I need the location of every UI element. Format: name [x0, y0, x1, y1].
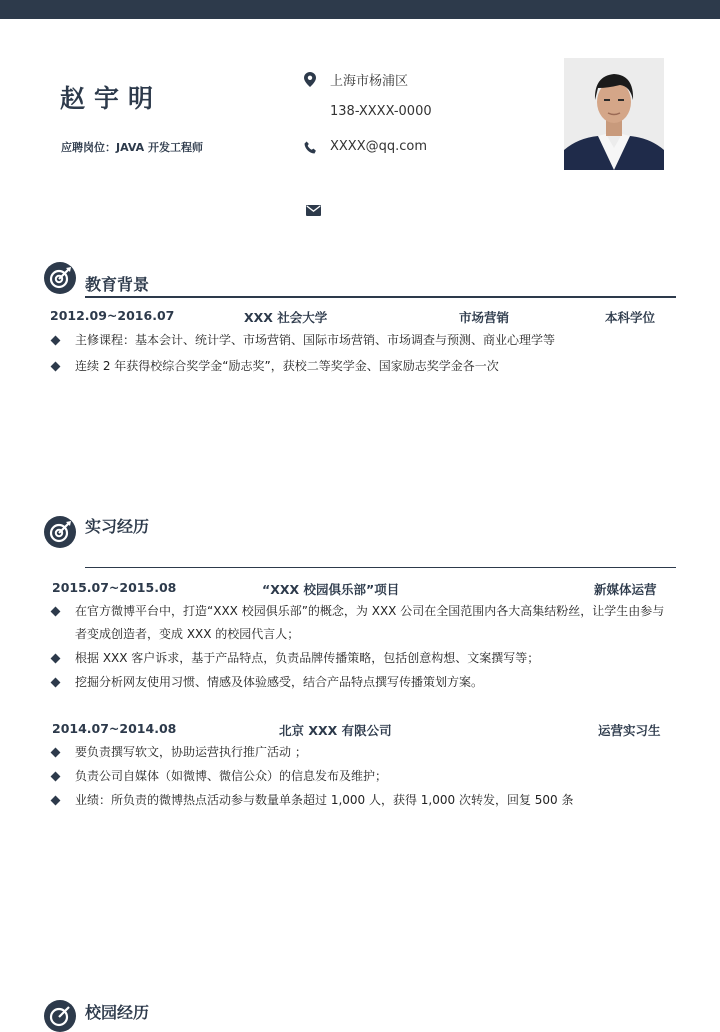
- education-rule: [85, 296, 676, 298]
- intern1-role: 新媒体运营: [594, 582, 657, 597]
- intern2-org: 北京 XXX 有限公司: [279, 723, 392, 738]
- location-icon: [304, 72, 316, 87]
- target-icon: [44, 1000, 76, 1032]
- email-text: XXXX@qq.com: [330, 139, 428, 154]
- list-item: 连续 2 年获得校综合奖学金“励志奖”，获校二等奖学金、国家励志奖学金各一次: [50, 355, 670, 378]
- list-item: 根据 XXX 客户诉求，基于产品特点，负责品牌传播策略，包括创意构想、文案撰写等；: [50, 647, 670, 670]
- list-item: 业绩：所负责的微博热点活动参与数量单条超过 1,000 人，获得 1,000 次转发，回复 500 条: [50, 789, 670, 812]
- list-item: 负责公司自媒体（如微博、微信公众）的信息发布及维护；: [50, 765, 670, 788]
- phone-text: 138-XXXX-0000: [330, 104, 432, 119]
- mail-icon: [306, 205, 321, 216]
- profile-photo: [564, 58, 664, 170]
- target-icon: [44, 262, 76, 294]
- phone-icon: [304, 141, 317, 154]
- candidate-name: 赵宇明: [60, 84, 163, 113]
- education-section-header: [44, 262, 676, 298]
- edu-degree: 本科学位: [605, 310, 656, 325]
- internship-rule: [85, 567, 676, 568]
- intern1-org: “XXX 校园俱乐部”项目: [262, 582, 400, 597]
- list-item: 在官方微博平台中，打造“XXX 校园俱乐部”的概念，为 XXX 公司在全国范围内各大高集结粉丝，让学生由参与者变成创造者，变成 XXX 的校园代言人；: [50, 600, 670, 646]
- education-title: 教育背景: [85, 275, 150, 294]
- top-bar: [0, 0, 720, 19]
- intern1-period: 2015.07~2015.08: [52, 580, 177, 595]
- campus-section-header: [44, 1000, 676, 1022]
- address-text: 上海市杨浦区: [330, 74, 409, 89]
- intern2-period: 2014.07~2014.08: [52, 721, 177, 736]
- internship-title: 实习经历: [85, 517, 150, 536]
- edu-school: XXX 社会大学: [244, 310, 328, 325]
- campus-title: 校园经历: [85, 1003, 150, 1022]
- intern2-role: 运营实习生: [598, 723, 661, 738]
- internship-section-header: [44, 514, 676, 568]
- list-item: 挖掘分析网友使用习惯、情感及体验感受，结合产品特点撰写传播策划方案。: [50, 671, 670, 694]
- list-item: 主修课程：基本会计、统计学、市场营销、国际市场营销、市场调查与预测、商业心理学等: [50, 329, 670, 352]
- job-position: 应聘岗位：JAVA 开发工程师: [61, 141, 203, 154]
- list-item: 要负责撰写软文，协助运营执行推广活动 ；: [50, 741, 670, 764]
- target-icon: [44, 516, 76, 548]
- edu-period: 2012.09~2016.07: [50, 308, 175, 323]
- edu-major: 市场营销: [459, 310, 510, 325]
